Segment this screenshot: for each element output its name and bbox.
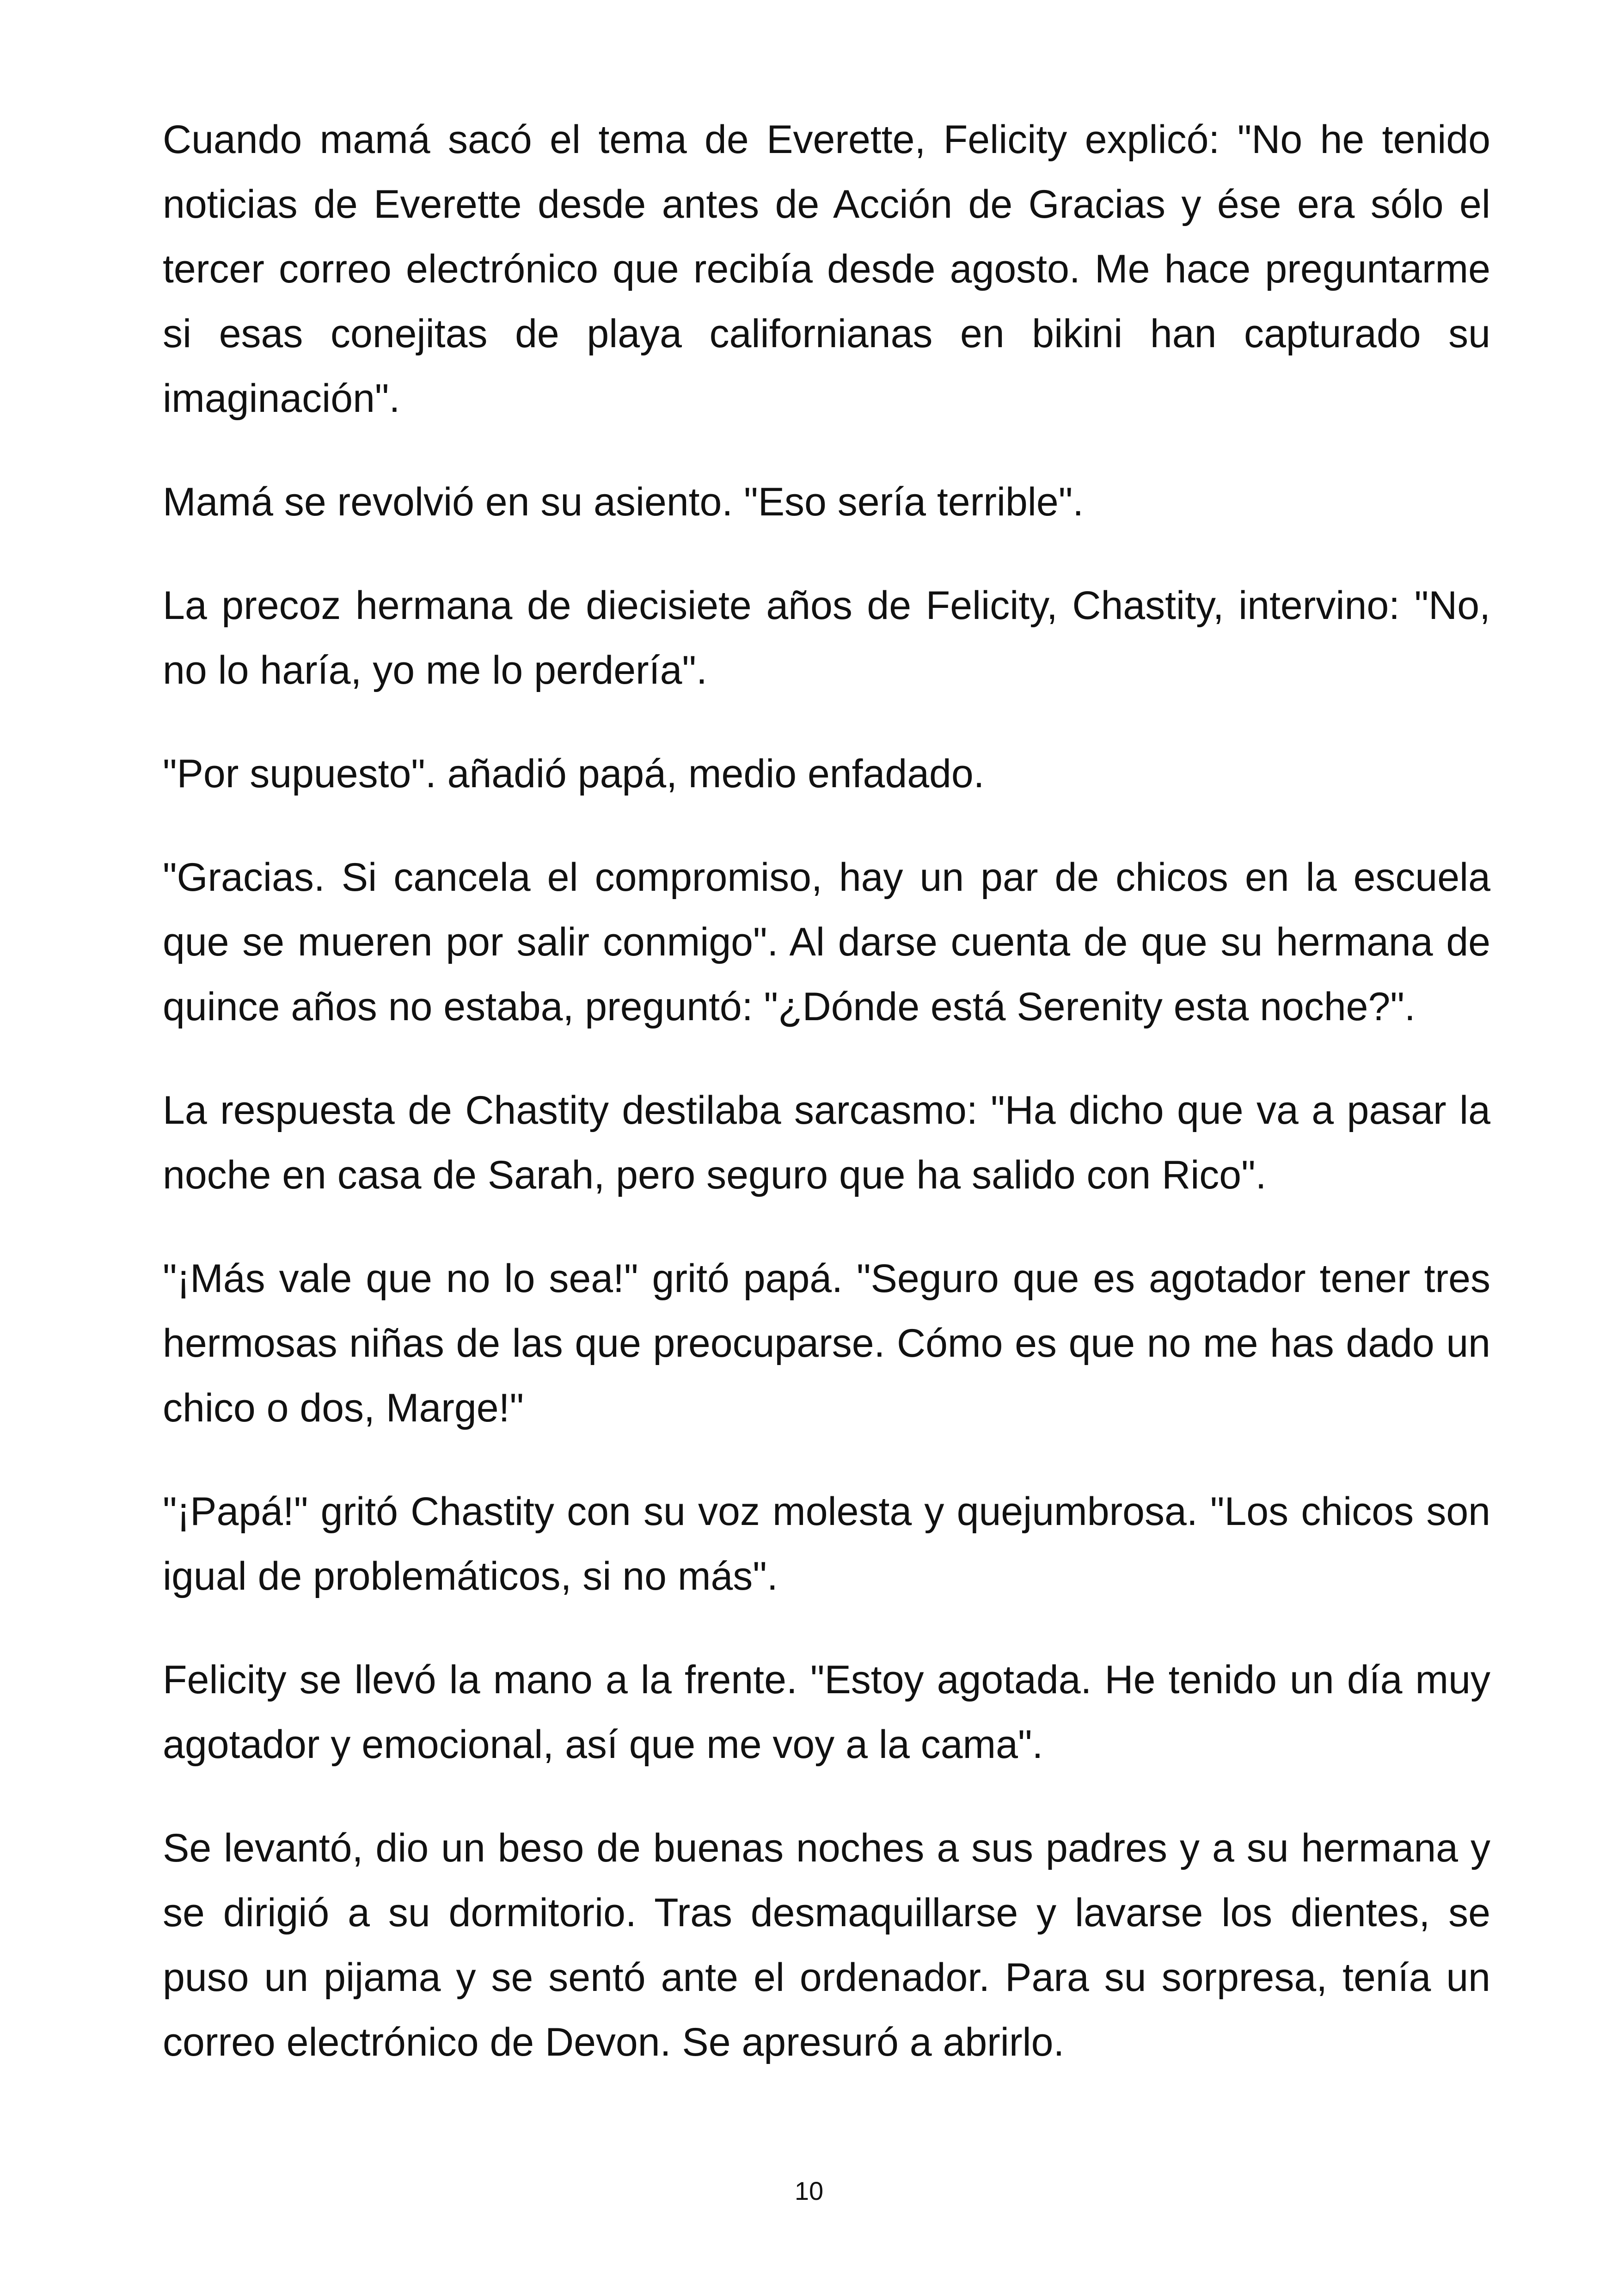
page-number: 10 <box>794 2176 824 2205</box>
paragraph: "Por supuesto". añadió papá, medio enfadado. <box>163 752 985 796</box>
paragraph: Felicity se llevó la mano a la frente. "Estoy agotada. He tenido un día muy agotador y emocional, así que me voy a la cama". <box>163 1658 1490 1767</box>
paragraph: Cuando mamá sacó el tema de Everette, Felicity explicó: "No he tenido noticias de Everette desde antes de Acción de Gracias y ése era sólo el tercer correo electrónico que recibía desde agosto. Me hace preguntarme si esas conejitas de playa californianas en bikini han capturado su imaginación". <box>163 117 1490 421</box>
paragraph: "¡Papá!" gritó Chastity con su voz molesta y quejumbrosa. "Los chicos son igual de problemáticos, si no más". <box>163 1489 1490 1598</box>
paragraph: La respuesta de Chastity destilaba sarcasmo: "Ha dicho que va a pasar la noche en casa de Sarah, pero seguro que ha salido con Rico". <box>163 1088 1490 1197</box>
paragraph: La precoz hermana de diecisiete años de Felicity, Chastity, intervino: "No, no lo haría, yo me lo perdería". <box>163 583 1490 692</box>
paragraph: "¡Más vale que no lo sea!" gritó papá. "Seguro que es agotador tener tres hermosas niñas de las que preocuparse. Cómo es que no me has dado un chico o dos, Marge!" <box>163 1256 1490 1430</box>
paragraph: Mamá se revolvió en su asiento. "Eso sería terrible". <box>163 480 1084 524</box>
body-text <box>163 107 1490 2113</box>
paragraph: Se levantó, dio un beso de buenas noches a sus padres y a su hermana y se dirigió a su dormitorio. Tras desmaquillarse y lavarse los dientes, se puso un pijama y se sentó ante el ordenador. Para su sorpresa, tenía un correo electrónico de Devon. Se apresuró a abrirlo. <box>163 1826 1490 2064</box>
paragraph: "Gracias. Si cancela el compromiso, hay un par de chicos en la escuela que se mueren por salir conmigo". Al darse cuenta de que su hermana de quince años no estaba, preguntó: "¿Dónde está Serenity esta noche?". <box>163 855 1490 1029</box>
